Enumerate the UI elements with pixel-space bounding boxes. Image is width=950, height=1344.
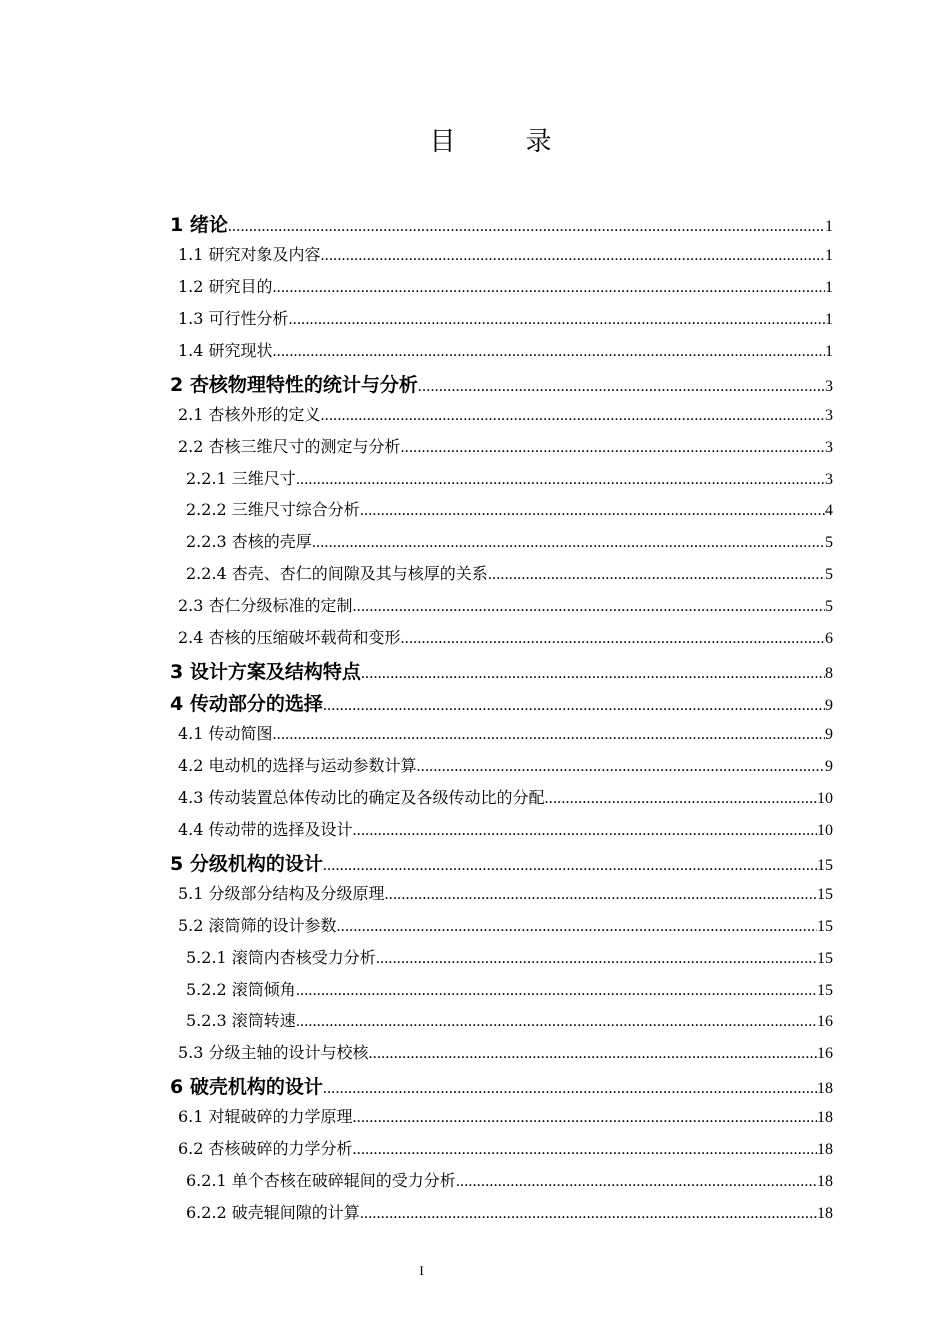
toc-entry-page: 5 [825, 534, 833, 552]
toc-dot-leader [456, 1173, 817, 1191]
toc-entry[interactable] [170, 338, 833, 370]
toc-dot-leader [417, 758, 825, 776]
toc-entry-page: 18 [817, 1205, 833, 1223]
toc-dot-leader [273, 279, 825, 297]
toc-entry-title: 4.4 传动带的选择及设计 [178, 819, 353, 839]
toc-dot-leader [353, 1141, 817, 1159]
toc-entry-title: 5.2.1 滚筒内杏核受力分析 [186, 947, 376, 967]
toc-entry-title: 5.2.2 滚筒倾角 [186, 979, 296, 999]
toc-entry-page: 5 [825, 598, 833, 616]
toc-entry[interactable] [170, 849, 833, 881]
toc-dot-leader [401, 630, 825, 648]
toc-dot-leader [323, 1080, 817, 1098]
toc-entry-title: 2.2.1 三维尺寸 [186, 468, 296, 488]
toc-dot-leader [361, 665, 825, 683]
toc-dot-leader [376, 950, 817, 968]
toc-entry[interactable] [170, 1200, 833, 1232]
toc-entry-title: 1.3 可行性分析 [178, 308, 289, 328]
toc-entry-page: 15 [817, 949, 833, 967]
toc-entry-title: 4.3 传动装置总体传动比的确定及各级传动比的分配 [178, 787, 545, 807]
toc-entry[interactable] [170, 625, 833, 657]
toc-entry-page: 1 [825, 218, 833, 235]
toc-dot-leader [273, 726, 825, 744]
toc-entry-title: 5.2.3 滚筒转速 [186, 1011, 296, 1031]
toc-entry-page: 8 [825, 665, 833, 683]
toc-dot-leader [337, 918, 817, 936]
toc-entry[interactable] [170, 753, 833, 785]
toc-entry-page: 9 [825, 697, 833, 715]
toc-entry-page: 1 [825, 310, 833, 328]
toc-entry[interactable] [170, 1008, 833, 1040]
toc-entry-page: 10 [817, 789, 833, 807]
toc-entry-title: 2.2.4 杏壳、杏仁的间隙及其与核厚的关系 [186, 564, 488, 584]
toc-entry-title: 2.4 杏核的压缩破坏载荷和变形 [178, 628, 401, 648]
toc-entry[interactable] [170, 1072, 833, 1104]
toc-entry[interactable] [170, 817, 833, 849]
toc-entry-page: 15 [817, 917, 833, 935]
toc-dot-leader [360, 1205, 817, 1223]
toc-entry-title: 2.2.3 杏核的壳厚 [186, 532, 312, 552]
toc-dot-leader [321, 247, 825, 265]
toc-entry-page: 3 [825, 438, 833, 456]
toc-entry-page: 18 [817, 1173, 833, 1191]
toc-entry-page: 16 [817, 1013, 833, 1031]
toc-entry[interactable] [170, 689, 833, 721]
toc-entry-title: 4.2 电动机的选择与运动参数计算 [178, 755, 417, 775]
toc-dot-leader [312, 534, 825, 552]
toc-entry[interactable] [170, 274, 833, 306]
toc-entry-page: 1 [825, 278, 833, 296]
toc-entry[interactable] [170, 434, 833, 466]
toc-entry[interactable] [170, 785, 833, 817]
toc-entry-page: 18 [817, 1080, 833, 1098]
toc-entry-page: 4 [825, 502, 833, 520]
toc-entry[interactable] [170, 593, 833, 625]
toc-entry[interactable] [170, 466, 833, 498]
toc-dot-leader [401, 439, 825, 457]
toc-dot-leader [353, 1109, 817, 1127]
toc-entry[interactable] [170, 210, 833, 242]
toc-entry-page: 6 [825, 630, 833, 648]
toc-dot-leader [321, 407, 825, 425]
toc-dot-leader [545, 790, 817, 808]
toc-dot-leader [296, 982, 817, 1000]
toc-entry-page: 3 [825, 470, 833, 488]
toc-entry-title: 1 绪论 [170, 214, 228, 236]
toc-entry-page: 1 [825, 246, 833, 264]
toc-entry-title: 6.2 杏核破碎的力学分析 [178, 1139, 353, 1159]
toc-entry-page: 16 [817, 1045, 833, 1063]
toc-entry-title: 1.2 研究目的 [178, 276, 273, 296]
toc-entry-page: 3 [825, 406, 833, 424]
toc-entry[interactable] [170, 402, 833, 434]
toc-entry-title: 3 设计方案及结构特点 [170, 661, 361, 684]
toc-entry-page: 15 [817, 981, 833, 999]
toc-entry-page: 15 [817, 856, 833, 874]
toc-entry-title: 1.1 研究对象及内容 [178, 244, 321, 264]
toc-dot-leader [488, 566, 825, 584]
toc-entry-title: 2.1 杏核外形的定义 [178, 404, 321, 424]
toc-entry-page: 9 [825, 757, 833, 775]
toc-entry-title: 2.3 杏仁分级标准的定制 [178, 596, 353, 616]
toc-entry-title: 2 杏核物理特性的统计与分析 [170, 373, 418, 396]
toc-entry[interactable] [170, 242, 833, 274]
toc-dot-leader [353, 822, 817, 840]
toc-dot-leader [296, 471, 825, 489]
toc-entry-title: 5.1 分级部分结构及分级原理 [178, 883, 385, 903]
toc-dot-leader [228, 218, 825, 236]
toc-entry[interactable] [170, 945, 833, 977]
toc-entry-title: 4.1 传动简图 [178, 724, 273, 743]
toc-entry[interactable] [170, 1168, 833, 1200]
toc-entry[interactable] [170, 561, 833, 593]
toc-entry-title: 1.4 研究现状 [178, 340, 273, 360]
toc-entry-page: 18 [817, 1141, 833, 1159]
page-number: I [419, 1263, 424, 1278]
toc-entry-page: 18 [817, 1109, 833, 1127]
toc-dot-leader [323, 697, 825, 715]
toc-entry[interactable] [170, 913, 833, 945]
toc-entry-title: 6.1 对辊破碎的力学原理 [178, 1107, 353, 1127]
toc-entry-page: 9 [825, 726, 833, 743]
toc-dot-leader [369, 1045, 817, 1063]
toc-entry[interactable] [170, 657, 833, 689]
toc-entry-title: 2.2.2 三维尺寸综合分析 [186, 500, 360, 520]
toc-entry[interactable] [170, 977, 833, 1009]
toc-entry-title: 6 破壳机构的设计 [170, 1076, 323, 1099]
toc-dot-leader [353, 598, 825, 616]
toc-entry[interactable] [170, 529, 833, 561]
toc-entry-page: 1 [825, 342, 833, 360]
toc-entry-title: 4 传动部分的选择 [170, 693, 323, 716]
toc-entry-title: 5 分级机构的设计 [170, 852, 323, 875]
toc-entry[interactable] [170, 721, 833, 753]
toc-entry[interactable] [170, 1136, 833, 1168]
toc-entry[interactable] [170, 306, 833, 338]
toc-entry[interactable] [170, 370, 833, 402]
toc-entry-page: 5 [825, 566, 833, 584]
toc-dot-leader [273, 343, 825, 361]
toc-entry[interactable] [170, 1104, 833, 1136]
toc-entry[interactable] [170, 497, 833, 529]
toc-dot-leader [360, 502, 825, 520]
toc-entry[interactable] [170, 881, 833, 913]
toc-dot-leader [418, 378, 825, 396]
page-title: 目 录 [429, 127, 574, 157]
toc-entry-title: 2.2 杏核三维尺寸的测定与分析 [178, 436, 401, 456]
toc-dot-leader [323, 857, 817, 875]
toc-entry[interactable] [170, 1040, 833, 1072]
toc-entry-title: 5.3 分级主轴的设计与校核 [178, 1043, 369, 1063]
toc-dot-leader [385, 886, 817, 904]
toc-dot-leader [296, 1013, 817, 1031]
toc-entry-page: 10 [817, 821, 833, 839]
toc-entry-title: 6.2.2 破壳辊间隙的计算 [186, 1203, 360, 1223]
toc-entry-title: 5.2 滚筒筛的设计参数 [178, 915, 337, 935]
toc-entry-page: 3 [825, 377, 833, 395]
toc-entry-page: 15 [817, 885, 833, 903]
toc-dot-leader [289, 311, 825, 329]
toc-entry-title: 6.2.1 单个杏核在破碎辊间的受力分析 [186, 1171, 456, 1191]
table-of-contents [170, 210, 833, 1232]
